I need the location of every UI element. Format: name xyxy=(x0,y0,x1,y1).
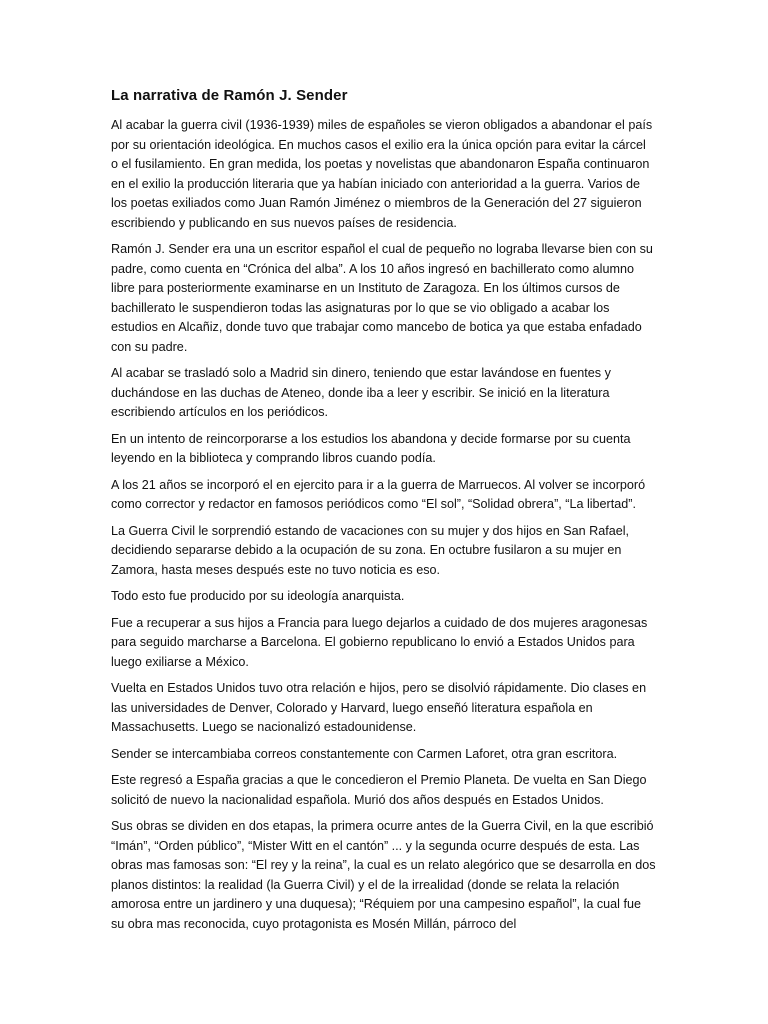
paragraph-12: Sus obras se dividen en dos etapas, la primera ocurre antes de la Guerra Civil, en la que escribió “Imán”, “Orden público”, “Mister Witt en el cantón” ... y la segunda ocurre después de esta. Las obras mas famosas son: “El rey y la reina”, la cual es un relato alegórico que se desarrolla en dos planos distintos: la realidad (la Guerra Civil) y el de la irrealidad (donde se relata la relación amorosa entre un jardinero y una duquesa); “Réquiem por una campesino español”, la cual fue su obra mas reconocida, cuyo protagonista es Mosén Millán, párroco del xyxy=(111,819,656,931)
paragraph-6: La Guerra Civil le sorprendió estando de vacaciones con su mujer y dos hijos en San Rafael, decidiendo separarse debido a la ocupación de su zona. En octubre fusilaron a su mujer en Zamora, hasta meses después este no tuvo noticia es eso. xyxy=(111,523,630,577)
paragraph-11: Este regresó a España gracias a que le concedieron el Premio Planeta. De vuelta en San Diego solicitó de nuevo la nacionalidad española. Murió dos años después en Estados Unidos. xyxy=(111,773,647,807)
paragraph-8: Fue a recuperar a sus hijos a Francia para luego dejarlos a cuidado de dos mujeres aragonesas para seguido marcharse a Barcelona. El gobierno republicano lo envió a Estados Unidos para luego exiliarse a México. xyxy=(111,615,648,669)
paragraph-2: Ramón J. Sender era una un escritor español el cual de pequeño no lograba llevarse bien con su padre, como cuenta en “Crónica del alba”. A los 10 años ingresó en bachillerato como alumno libre para posteriormente examinarse en un Instituto de Zaragoza. En los últimos cursos de bachillerato le suspendieron todas las asignaturas por lo que se vio obligado a acabar los estudios en Alcañiz, donde tuvo que trabajar como mancebo de botica ya que estaba enfadado con su padre. xyxy=(111,242,653,354)
paragraph-9: Vuelta en Estados Unidos tuvo otra relación e hijos, pero se disolvió rápidamente. Dio clases en las universidades de Denver, Colorado y Harvard, luego enseñó literatura española en Massachusetts. Luego se nacionalizó estadounidense. xyxy=(111,681,647,734)
paragraph-5: A los 21 años se incorporó el en ejercito para ir a la guerra de Marruecos. Al volver se incorporó como corrector y redactor en famosos periódicos como “El sol”, “Solidad obrera”, “La libertad”. xyxy=(111,477,646,511)
paragraph-10: Sender se intercambiaba correos constantemente con Carmen Laforet, otra gran escritora. xyxy=(111,746,618,761)
document-title: La narrativa de Ramón J. Sender xyxy=(111,87,348,104)
paragraph-7: Todo esto fue producido por su ideología anarquista. xyxy=(111,589,405,603)
paragraph-4: En un intento de reincorporarse a los estudios los abandona y decide formarse por su cuenta leyendo en la biblioteca y comprando libros cuando podía. xyxy=(111,431,631,465)
paragraph-1: Al acabar la guerra civil (1936-1939) miles de españoles se vieron obligados a abandonar el país por su orientación ideológica. En muchos casos el exilio era la única opción para evitar la cárcel o el fusilamiento. En gran medida, los poetas y novelistas que abandonaron España continuaron en el exilio la producción literaria que ya habían iniciado con anterioridad a la guerra. Varios de los poetas exiliados como Juan Ramón Jiménez o miembros de la Generación del 27 siguieron escribiendo y publicando en sus nuevos países de residencia. xyxy=(111,118,653,230)
paragraph-3: Al acabar se trasladó solo a Madrid sin dinero, teniendo que estar lavándose en fuentes y duchándose en las duchas de Ateneo, donde iba a leer y escribir. Se inició en la literatura escribiendo artículos en los periódicos. xyxy=(111,366,611,419)
document-body xyxy=(111,86,656,941)
